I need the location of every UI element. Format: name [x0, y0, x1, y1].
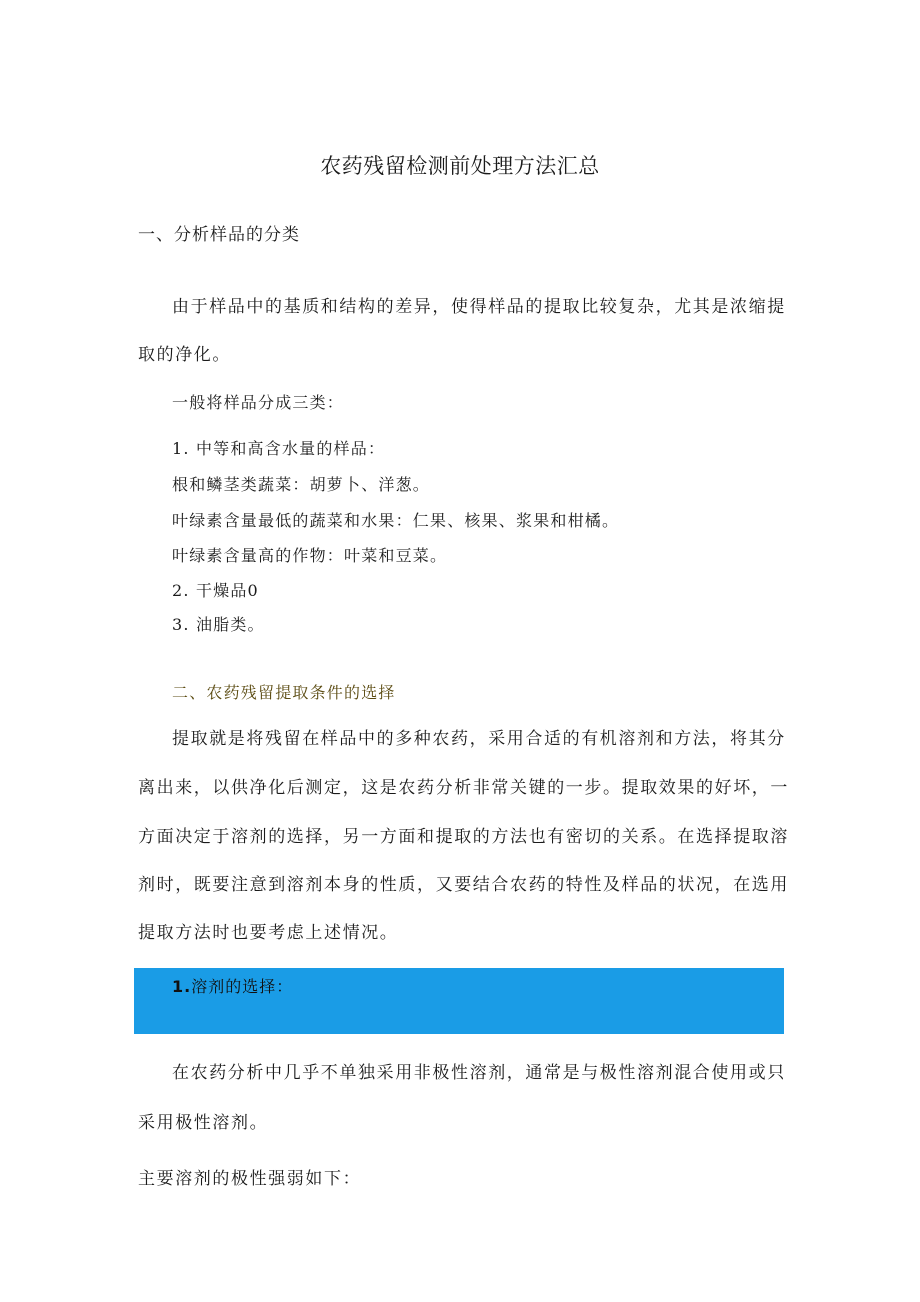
- section-heading-sample-classification: 一、分析样品的分类: [138, 225, 300, 245]
- paragraph-line: 剂时，既要注意到溶剂本身的性质，又要结合农药的特性及样品的状况，在选用: [138, 875, 789, 895]
- list-item: 3. 油脂类。: [172, 615, 265, 634]
- list-item: 2. 干燥品0: [172, 581, 259, 600]
- paragraph-line: 方面决定于溶剂的选择，另一方面和提取的方法也有密切的关系。在选择提取溶: [138, 827, 789, 847]
- paragraph-line: 由于样品中的基质和结构的差异，使得样品的提取比较复杂，尤其是浓缩提: [172, 297, 786, 317]
- subheading-solvent-selection: [172, 974, 293, 997]
- subheading-text: 溶剂的选择：: [191, 977, 294, 996]
- highlighted-subheading-bar: [134, 968, 784, 1034]
- list-item: 根和鳞茎类蔬菜：胡萝卜、洋葱。: [172, 475, 431, 494]
- subheading-number: 1.: [172, 977, 192, 996]
- paragraph-line: 在农药分析中几乎不单独采用非极性溶剂，通常是与极性溶剂混合使用或只: [172, 1063, 786, 1083]
- list-item: 叶绿素含量高的作物：叶菜和豆菜。: [172, 546, 448, 565]
- page-title: 农药残留检测前处理方法汇总: [320, 154, 600, 178]
- section-heading-extraction-conditions: 二、农药残留提取条件的选择: [172, 683, 396, 702]
- paragraph-line: 取的净化。: [138, 345, 231, 365]
- list-item: 叶绿素含量最低的蔬菜和水果：仁果、核果、浆果和柑橘。: [172, 511, 620, 530]
- paragraph-line: 采用极性溶剂。: [138, 1113, 269, 1133]
- classification-intro: 一般将样品分成三类：: [172, 393, 345, 412]
- paragraph-line: 提取方法时也要考虑上述情况。: [138, 923, 399, 943]
- polarity-intro: 主要溶剂的极性强弱如下：: [138, 1169, 362, 1189]
- paragraph-line: 提取就是将残留在样品中的多种农药，采用合适的有机溶剂和方法，将其分: [172, 729, 786, 749]
- list-item: 1. 中等和高含水量的样品：: [172, 439, 386, 458]
- paragraph-line: 离出来，以供净化后测定，这是农药分析非常关键的一步。提取效果的好坏，一: [138, 778, 789, 798]
